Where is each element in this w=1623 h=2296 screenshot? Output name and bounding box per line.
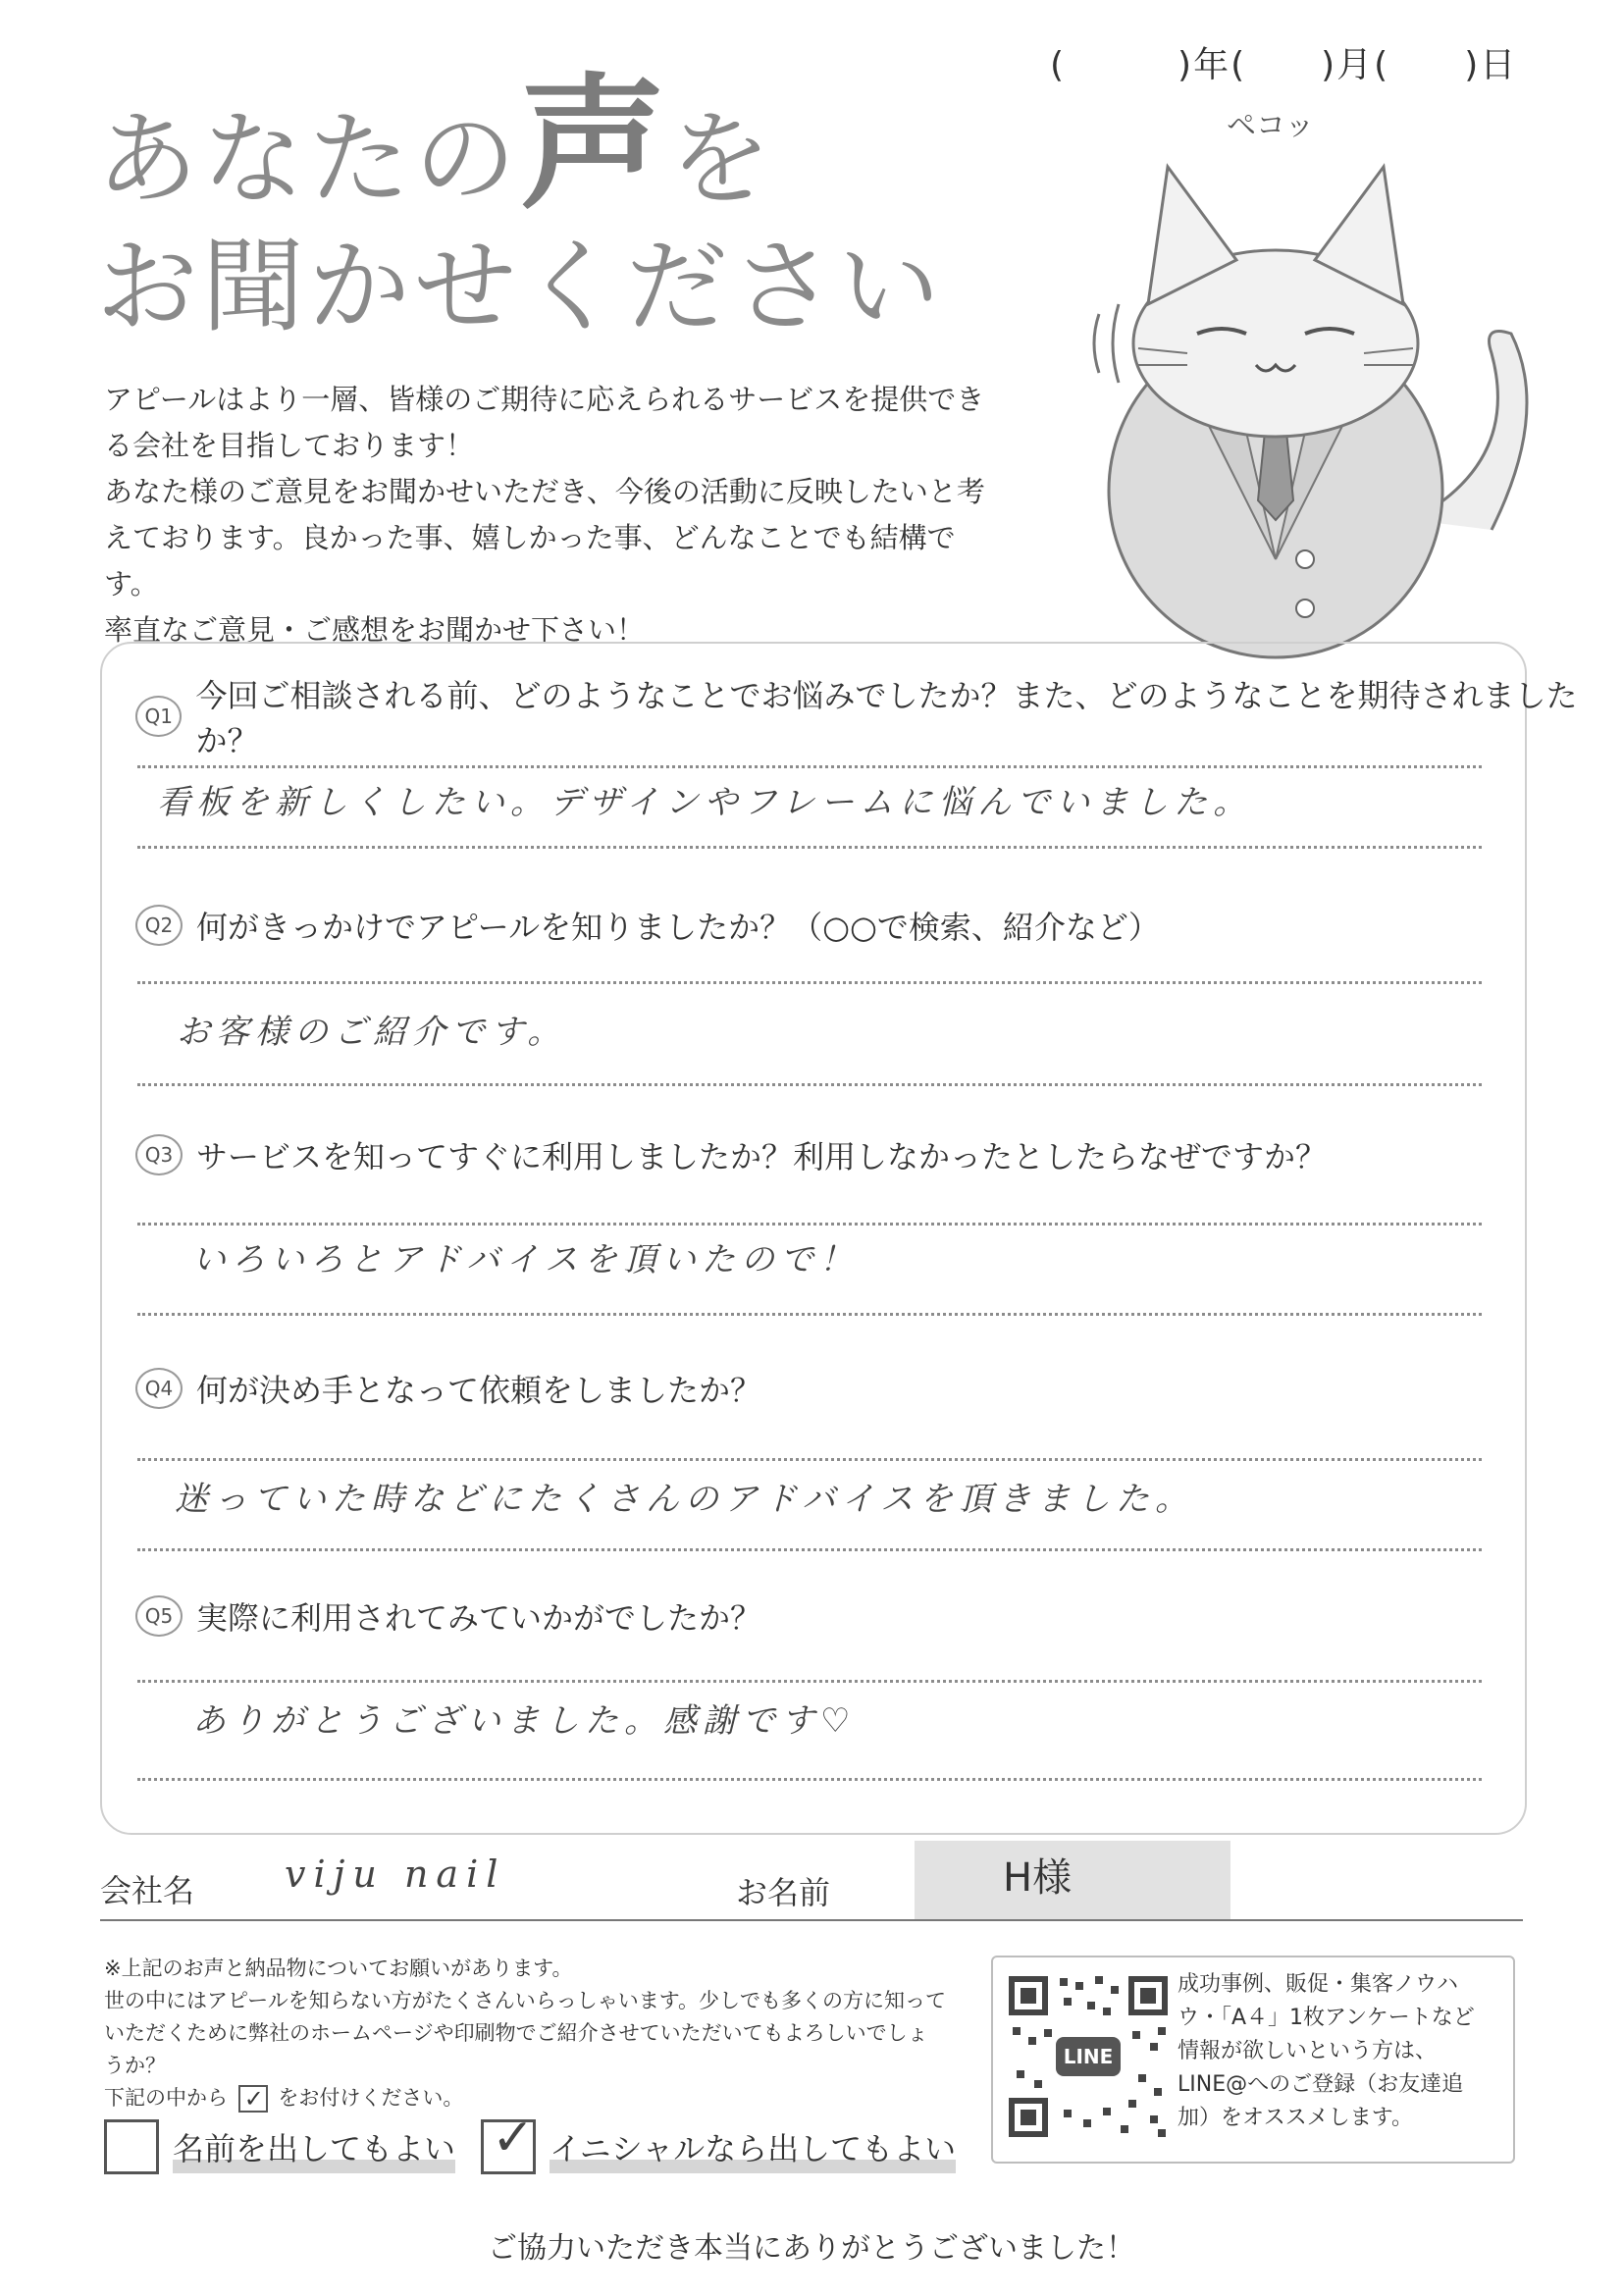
- cat-mascot-illustration: [1079, 108, 1531, 667]
- option-label: [550, 2124, 956, 2169]
- intro-paragraph: あなた様のご意見をお聞かせいただき、今後の活動に反映したいと考えております。良かった事、嬉しかった事、どんなことでも結構です。: [104, 475, 985, 600]
- line-promo-paragraph: 成功事例、販促・集客ノウハウ・「A４」1枚アンケートなど情報が欲しいという方は、LINE@へのご登録（お友達追加）をオススメします。: [1178, 1972, 1475, 2130]
- question-badge: Q2: [135, 905, 183, 946]
- title-line-1: [96, 60, 944, 229]
- answer-line: [137, 1680, 1482, 1683]
- answer-line: [137, 981, 1482, 984]
- question-3: [135, 1132, 1327, 1177]
- answer-line: [137, 1778, 1482, 1781]
- title-text: を: [669, 99, 776, 219]
- question-badge: Q5: [135, 1595, 183, 1637]
- checkbox-checked[interactable]: [481, 2109, 536, 2174]
- name-field-box: [915, 1841, 1230, 1919]
- answer-text[interactable]: ありがとうございました。感謝です♡: [192, 1701, 857, 1741]
- page-title: [96, 60, 945, 350]
- title-text: あなたの: [96, 99, 521, 219]
- answer-line: [137, 846, 1482, 849]
- company-label: 会社名: [100, 1872, 195, 1909]
- permission-notice: [104, 1953, 948, 2114]
- question-1: [135, 671, 1623, 761]
- option-label-text: 名前を出してもよい: [173, 2130, 456, 2167]
- intro-text: [104, 377, 987, 653]
- answer-text[interactable]: いろいろとアドバイスを頂いたので！: [192, 1240, 859, 1279]
- name-label: お名前: [736, 1874, 831, 1911]
- question-badge: Q4: [135, 1368, 183, 1409]
- option-label: [173, 2124, 455, 2169]
- question-5: [135, 1593, 761, 1639]
- question-4: [135, 1366, 761, 1411]
- question-badge: Q3: [135, 1134, 183, 1175]
- question-text: 何が決め手となって依頼をしましたか？: [196, 1372, 762, 1409]
- question-text: 実際に利用されてみていかがでしたか？: [196, 1599, 762, 1637]
- answer-line: [137, 1223, 1482, 1226]
- answer-line: [137, 1083, 1482, 1086]
- answer-line: [137, 765, 1482, 768]
- line-qr-code[interactable]: [1005, 1972, 1172, 2141]
- option-initials-ok[interactable]: [481, 2109, 957, 2174]
- title-emphasis: 声: [520, 60, 670, 229]
- option-label-text: イニシャルなら出してもよい: [550, 2130, 957, 2167]
- answer-line: [137, 1313, 1482, 1316]
- notice-text: をお付けください。: [278, 2086, 464, 2110]
- question-text: 今回ご相談される前、どのようなことでお悩みでしたか？また、どのようなことを期待されましたか？: [195, 677, 1578, 759]
- answer-line: [137, 1548, 1482, 1551]
- question-text: サービスを知ってすぐに利用しましたか？利用しなかったとしたらなぜですか？: [196, 1138, 1328, 1175]
- title-line-2: お聞かせください: [96, 227, 945, 346]
- answer-line: [137, 1458, 1482, 1461]
- line-logo-text: LINE: [1063, 2045, 1114, 2068]
- notice-line: 世の中にはアピールを知らない方がたくさんいらっしゃいます。少しでも多くの方に知っていただくために弊社のホームページや印刷物でご紹介させていただいてもよろしいでしょうか？: [104, 1989, 947, 2077]
- line-promo-text: [1178, 1968, 1492, 2135]
- notice-text: 下記の中から: [104, 2086, 228, 2110]
- name-field[interactable]: H様: [1003, 1855, 1073, 1901]
- answer-text[interactable]: お客様のご紹介です。: [177, 1013, 567, 1052]
- cat-caption: ペコッ: [1227, 109, 1315, 143]
- notice-line: ※上記のお声と納品物についてお願いがあります。: [104, 1957, 573, 1980]
- intro-paragraph: 率直なご意見・ご感想をお聞かせ下さい！: [104, 613, 646, 647]
- name-underline: [100, 1919, 1523, 1921]
- question-badge: Q1: [135, 696, 182, 737]
- date-field: ( )年( )月( )日: [1050, 45, 1518, 85]
- closing-thanks: ご協力いただき本当にありがとうございました！: [488, 2231, 1135, 2266]
- option-name-ok[interactable]: [104, 2119, 455, 2174]
- company-field[interactable]: viju nail: [285, 1852, 506, 1896]
- checkmark-icon: ✓: [238, 2085, 268, 2113]
- checkbox-unchecked[interactable]: [104, 2119, 159, 2174]
- question-text: 何がきっかけでアピールを知りましたか？（○○で検索、紹介など）: [196, 909, 1160, 946]
- question-2: [135, 903, 1160, 948]
- checkmark-icon: ✓: [492, 2109, 535, 2167]
- intro-paragraph: アピールはより一層、皆様のご期待に応えられるサービスを提供できる会社を目指しております！: [104, 383, 985, 462]
- answer-text[interactable]: 看板を新しくしたい。デザインやフレームに悩んでいました。: [157, 783, 1253, 822]
- answer-text[interactable]: 迷っていた時などにたくさんのアドバイスを頂きました。: [175, 1480, 1194, 1519]
